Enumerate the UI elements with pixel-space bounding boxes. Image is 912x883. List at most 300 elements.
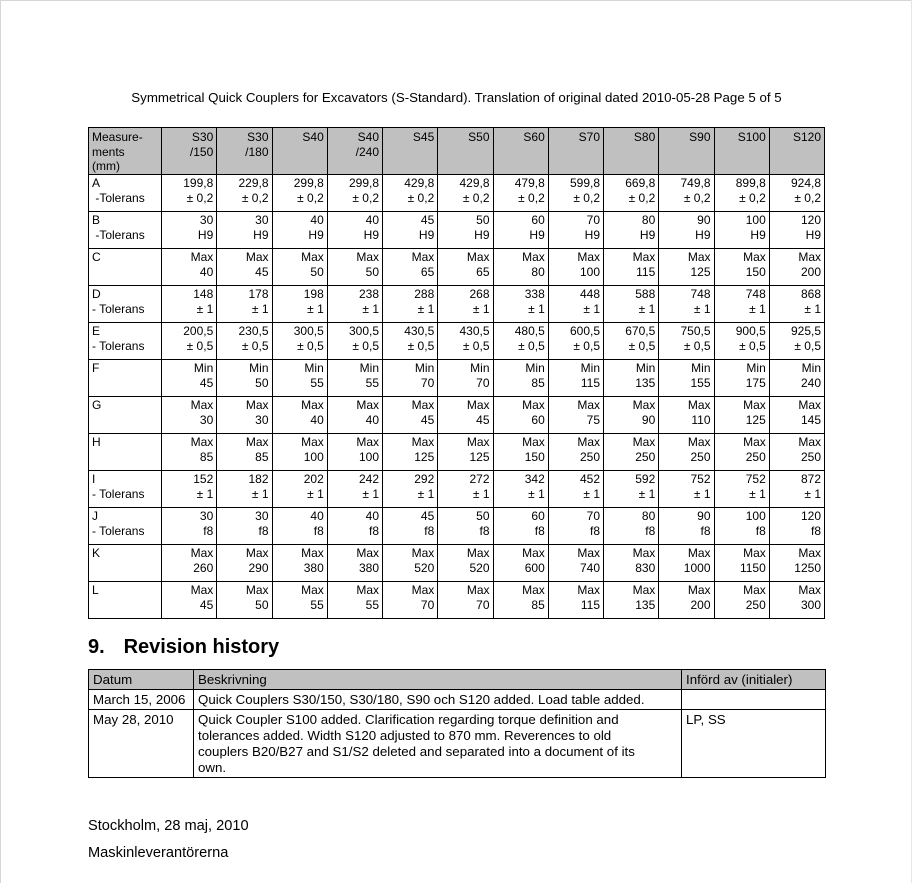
model-name: S40 — [302, 130, 324, 144]
cell-value: 669,8 — [625, 176, 656, 190]
cell-value: Max — [466, 435, 490, 449]
cell-qualifier: 45 — [420, 412, 435, 427]
measurement-cell — [438, 471, 493, 508]
measurement-cell — [162, 397, 217, 434]
measurement-cell — [272, 434, 327, 471]
cell-qualifier: 55 — [365, 375, 379, 390]
cell-value: Max — [190, 250, 214, 264]
cell-qualifier: 30 — [199, 412, 214, 427]
cell-value: 752 — [745, 472, 766, 486]
measurement-cell — [659, 249, 714, 286]
measurement-cell — [272, 286, 327, 323]
cell-qualifier: 175 — [745, 375, 766, 390]
cell-value: 242 — [358, 472, 379, 486]
cell-value: 229,8 — [238, 176, 269, 190]
cell-qualifier: ± 1 — [251, 301, 269, 316]
measurement-cell — [438, 212, 493, 249]
cell-qualifier: f8 — [203, 523, 214, 538]
measurement-table — [88, 127, 825, 619]
cell-value: 588 — [635, 287, 656, 301]
cell-qualifier: 115 — [636, 264, 656, 279]
measurement-cell — [769, 323, 824, 360]
cell-qualifier: ± 0,2 — [794, 190, 821, 205]
cell-qualifier: 40 — [199, 264, 214, 279]
cell-value: 292 — [414, 472, 435, 486]
model-name: S90 — [689, 130, 711, 144]
cell-qualifier: f8 — [258, 523, 269, 538]
measurement-cell — [383, 471, 438, 508]
cell-value: Min — [801, 361, 821, 375]
measurement-cell — [162, 360, 217, 397]
cell-value: 430,5 — [459, 324, 490, 338]
cell-qualifier: ± 1 — [693, 486, 711, 501]
measurement-cell — [383, 545, 438, 582]
measurement-cell — [383, 212, 438, 249]
cell-qualifier: 45 — [476, 412, 490, 427]
measurement-cell — [162, 249, 217, 286]
measurement-cell — [327, 249, 382, 286]
cell-qualifier: ± 0,2 — [241, 190, 269, 205]
cell-value: Max — [245, 435, 269, 449]
cell-qualifier: 70 — [476, 597, 490, 612]
cell-value: Max — [577, 435, 600, 449]
cell-value: Max — [577, 398, 600, 412]
cell-qualifier: 100 — [579, 264, 600, 279]
cell-qualifier: 50 — [255, 375, 269, 390]
cell-value: 599,8 — [569, 176, 600, 190]
cell-value: Max — [632, 546, 656, 560]
measurement-cell — [548, 212, 603, 249]
cell-qualifier: 30 — [255, 412, 269, 427]
cell-value: Max — [632, 398, 656, 412]
cell-value: Max — [798, 435, 821, 449]
cell-qualifier: ± 0,2 — [407, 190, 435, 205]
measurement-cell — [769, 545, 824, 582]
measurement-cell — [714, 360, 769, 397]
corner-header-line: Measure- — [92, 130, 143, 144]
cell-qualifier: 520 — [469, 560, 490, 575]
cell-value: Max — [577, 250, 600, 264]
cell-value: Max — [632, 250, 656, 264]
cell-qualifier: 75 — [586, 412, 600, 427]
measurement-label — [89, 212, 162, 249]
cell-qualifier: 1250 — [794, 560, 821, 575]
cell-qualifier: ± 0,2 — [352, 190, 379, 205]
cell-value: 342 — [524, 472, 545, 486]
measurement-cell — [769, 175, 824, 212]
measurement-cell — [769, 434, 824, 471]
measurement-cell — [493, 323, 548, 360]
cell-value: Max — [356, 546, 379, 560]
measurement-cell — [327, 545, 382, 582]
revision-date: May 28, 2010 — [89, 710, 194, 778]
measurement-cell — [438, 360, 493, 397]
cell-qualifier: 85 — [199, 449, 214, 464]
cell-qualifier: 240 — [800, 375, 821, 390]
measurement-cell — [493, 397, 548, 434]
cell-value: Max — [411, 435, 435, 449]
measurement-letter: G — [92, 398, 102, 412]
cell-value: Max — [743, 546, 766, 560]
measurement-cell — [659, 286, 714, 323]
model-header — [659, 128, 714, 175]
cell-qualifier: ± 1 — [528, 486, 545, 501]
cell-qualifier: 135 — [635, 597, 656, 612]
model-name: S120 — [792, 130, 821, 144]
cell-qualifier: H9 — [363, 227, 379, 242]
cell-qualifier: ± 1 — [417, 301, 435, 316]
measurement-cell — [604, 175, 659, 212]
measurement-cell — [438, 175, 493, 212]
cell-qualifier: ± 0,5 — [352, 338, 379, 353]
corner-header-line: (mm) — [92, 159, 120, 173]
cell-value: 230,5 — [238, 324, 269, 338]
cell-value: 50 — [476, 213, 490, 227]
measurement-cell — [327, 471, 382, 508]
measurement-cell — [383, 249, 438, 286]
page-edge-left — [0, 0, 1, 883]
model-variant: /240 — [355, 144, 379, 159]
cell-qualifier: 45 — [199, 375, 214, 390]
cell-value: 338 — [524, 287, 545, 301]
cell-value: 178 — [248, 287, 269, 301]
measurement-cell — [217, 434, 272, 471]
measurement-cell — [604, 545, 659, 582]
cell-value: 748 — [745, 287, 766, 301]
measurement-cell — [162, 508, 217, 545]
measurement-cell — [162, 323, 217, 360]
cell-value: 200,5 — [183, 324, 214, 338]
cell-qualifier: f8 — [589, 523, 600, 538]
measurement-header-row — [89, 128, 825, 175]
cell-value: 70 — [586, 509, 600, 523]
cell-qualifier: ± 0,5 — [739, 338, 766, 353]
cell-qualifier: ± 1 — [251, 486, 269, 501]
cell-qualifier: 1150 — [739, 560, 766, 575]
closing-place-date: Stockholm, 28 maj, 2010 — [88, 818, 249, 834]
cell-qualifier: H9 — [639, 227, 656, 242]
cell-qualifier: H9 — [253, 227, 269, 242]
cell-qualifier: 55 — [310, 375, 324, 390]
measurement-cell — [327, 323, 382, 360]
cell-value: Max — [190, 583, 214, 597]
measurement-cell — [217, 286, 272, 323]
measurement-cell — [217, 360, 272, 397]
measurement-letter: E — [92, 324, 101, 338]
cell-value: Max — [301, 546, 324, 560]
measurement-cell — [493, 508, 548, 545]
cell-value: 80 — [641, 213, 656, 227]
cell-value: 900,5 — [735, 324, 766, 338]
cell-qualifier: 50 — [255, 597, 269, 612]
revision-header-row — [89, 670, 826, 690]
measurement-cell — [272, 323, 327, 360]
measurement-row — [89, 508, 825, 545]
cell-value: 299,8 — [348, 176, 379, 190]
measurement-cell — [659, 508, 714, 545]
cell-value: 924,8 — [790, 176, 821, 190]
cell-qualifier: H9 — [695, 227, 711, 242]
measurement-cell — [438, 397, 493, 434]
model-header — [714, 128, 769, 175]
cell-value: Min — [249, 361, 269, 375]
measurement-cell — [769, 397, 824, 434]
cell-qualifier: f8 — [755, 523, 766, 538]
measurement-cell — [493, 434, 548, 471]
model-header — [327, 128, 382, 175]
cell-value: 40 — [310, 509, 324, 523]
measurement-cell — [217, 397, 272, 434]
cell-value: 430,5 — [404, 324, 435, 338]
measurement-cell — [162, 212, 217, 249]
measurement-cell — [659, 582, 714, 619]
cell-value: Min — [635, 361, 656, 375]
cell-value: 670,5 — [625, 324, 656, 338]
cell-qualifier: f8 — [479, 523, 490, 538]
measurement-cell — [493, 582, 548, 619]
cell-value: 925,5 — [790, 324, 821, 338]
measurement-cell — [604, 434, 659, 471]
measurement-label — [89, 397, 162, 434]
model-variant: /180 — [245, 144, 269, 159]
cell-value: Min — [525, 361, 545, 375]
cell-qualifier: ± 1 — [307, 301, 324, 316]
section-title: Revision history — [123, 636, 280, 658]
measurement-tolerance-label: - Tolerans — [92, 523, 145, 538]
cell-value: 30 — [199, 509, 214, 523]
cell-value: Max — [577, 546, 600, 560]
measurement-cell — [438, 508, 493, 545]
measurement-cell — [272, 471, 327, 508]
model-name: S80 — [633, 130, 656, 144]
measurement-cell — [327, 397, 382, 434]
cell-value: Max — [356, 250, 379, 264]
cell-value: Max — [411, 583, 435, 597]
measurement-letter: I — [92, 472, 96, 486]
cell-value: Min — [746, 361, 766, 375]
measurement-cell — [217, 212, 272, 249]
cell-value: Max — [190, 398, 214, 412]
cell-value: Max — [743, 435, 766, 449]
measurement-cell — [548, 434, 603, 471]
cell-qualifier: 250 — [579, 449, 600, 464]
cell-value: Max — [466, 583, 490, 597]
measurement-cell — [327, 434, 382, 471]
cell-value: 272 — [469, 472, 490, 486]
cell-qualifier: ± 0,5 — [241, 338, 269, 353]
measurement-cell — [272, 360, 327, 397]
cell-qualifier: ± 1 — [804, 301, 821, 316]
cell-qualifier: ± 1 — [196, 486, 214, 501]
cell-value: 300,5 — [293, 324, 324, 338]
cell-qualifier: ± 1 — [362, 486, 379, 501]
cell-qualifier: 115 — [580, 375, 600, 390]
cell-qualifier: H9 — [529, 227, 545, 242]
measurement-cell — [548, 545, 603, 582]
measurement-cell — [659, 545, 714, 582]
cell-value: 300,5 — [348, 324, 379, 338]
measurement-cell — [217, 471, 272, 508]
cell-qualifier: H9 — [584, 227, 600, 242]
measurement-cell — [327, 582, 382, 619]
measurement-cell — [548, 323, 603, 360]
cell-value: 198 — [303, 287, 324, 301]
section-number: 9. — [88, 636, 105, 658]
model-name: S30 — [247, 130, 269, 144]
cell-value: Max — [466, 250, 490, 264]
cell-qualifier: 125 — [414, 449, 435, 464]
measurement-label — [89, 175, 162, 212]
cell-qualifier: H9 — [805, 227, 821, 242]
measurement-tolerance-label: -Tolerans — [92, 190, 145, 205]
measurement-cell — [217, 175, 272, 212]
measurement-cell — [162, 471, 217, 508]
measurement-cell — [162, 545, 217, 582]
cell-qualifier: ± 0,2 — [628, 190, 656, 205]
cell-value: 868 — [800, 287, 821, 301]
cell-value: Max — [411, 250, 435, 264]
measurement-cell — [493, 286, 548, 323]
measurement-cell — [383, 434, 438, 471]
measurement-cell — [659, 434, 714, 471]
cell-value: Min — [580, 361, 600, 375]
cell-qualifier: 250 — [635, 449, 656, 464]
cell-value: 479,8 — [514, 176, 545, 190]
measurement-cell — [272, 582, 327, 619]
cell-value: Max — [687, 546, 711, 560]
measurement-cell — [604, 249, 659, 286]
cell-qualifier: ± 0,5 — [794, 338, 821, 353]
measurement-cell — [659, 360, 714, 397]
cell-value: 452 — [579, 472, 600, 486]
cell-value: Min — [691, 361, 711, 375]
measurement-row — [89, 545, 825, 582]
cell-value: 182 — [248, 472, 269, 486]
measurement-cell — [327, 508, 382, 545]
model-name: S60 — [523, 130, 545, 144]
measurement-cell — [383, 582, 438, 619]
cell-qualifier: ± 1 — [417, 486, 435, 501]
measurement-row — [89, 323, 825, 360]
cell-value: Min — [193, 361, 214, 375]
cell-qualifier: H9 — [750, 227, 766, 242]
cell-qualifier: 70 — [476, 375, 490, 390]
cell-value: 100 — [745, 213, 766, 227]
cell-qualifier: ± 0,2 — [186, 190, 214, 205]
measurement-cell — [383, 397, 438, 434]
cell-qualifier: ± 0,2 — [739, 190, 766, 205]
cell-qualifier: 300 — [800, 597, 821, 612]
cell-value: Max — [356, 435, 379, 449]
model-header — [217, 128, 272, 175]
measurement-cell — [604, 397, 659, 434]
measurement-cell — [217, 323, 272, 360]
cell-value: 152 — [193, 472, 214, 486]
revision-description: Quick Coupler S100 added. Clarification regarding torque definition and tolerances added. Width S120 adjusted to 870 mm. Reverences to old couplers B20/B27 and S1/S2 deleted and separated into a document of its own. — [194, 710, 682, 778]
cell-value: 30 — [199, 213, 214, 227]
measurement-label — [89, 286, 162, 323]
cell-qualifier: f8 — [368, 523, 379, 538]
measurement-letter: L — [92, 583, 99, 597]
measurement-cell — [272, 508, 327, 545]
cell-value: 872 — [800, 472, 821, 486]
measurement-cell — [548, 582, 603, 619]
measurement-row — [89, 471, 825, 508]
cell-value: 448 — [579, 287, 600, 301]
cell-qualifier: 125 — [745, 412, 766, 427]
measurement-cell — [493, 175, 548, 212]
measurement-cell — [548, 360, 603, 397]
cell-value: 70 — [586, 213, 600, 227]
measurement-cell — [493, 545, 548, 582]
cell-qualifier: 150 — [745, 264, 766, 279]
cell-qualifier: 155 — [690, 375, 711, 390]
measurement-tolerance-label: - Tolerans — [92, 301, 145, 316]
measurement-letter: C — [92, 250, 101, 264]
model-name: S40 — [357, 130, 379, 144]
cell-value: Max — [356, 398, 379, 412]
cell-qualifier: 200 — [690, 597, 711, 612]
cell-value: Max — [798, 583, 821, 597]
cell-value: 299,8 — [293, 176, 324, 190]
model-header — [548, 128, 603, 175]
measurement-cell — [714, 508, 769, 545]
cell-value: 592 — [635, 472, 656, 486]
measurement-cell — [714, 434, 769, 471]
model-variant: /150 — [189, 144, 214, 159]
cell-qualifier: 250 — [745, 597, 766, 612]
measurement-row — [89, 212, 825, 249]
measurement-label — [89, 471, 162, 508]
measurement-tolerance-label: -Tolerans — [92, 227, 145, 242]
measurement-cell — [383, 360, 438, 397]
cell-qualifier: 250 — [745, 449, 766, 464]
cell-value: Max — [301, 250, 324, 264]
section-heading — [88, 636, 279, 659]
cell-qualifier: 110 — [691, 412, 711, 427]
cell-qualifier: 135 — [635, 375, 656, 390]
cell-qualifier: 85 — [531, 597, 545, 612]
revision-header-initials: Införd av (initialer) — [682, 670, 826, 690]
corner-header-line: ments — [92, 144, 125, 159]
cell-qualifier: ± 1 — [472, 486, 490, 501]
cell-value: Min — [414, 361, 435, 375]
cell-value: 60 — [531, 509, 545, 523]
measurement-cell — [548, 286, 603, 323]
measurement-cell — [548, 175, 603, 212]
measurement-cell — [659, 471, 714, 508]
measurement-cell — [272, 397, 327, 434]
model-name: S30 — [191, 130, 214, 144]
measurement-cell — [769, 212, 824, 249]
cell-qualifier: 115 — [580, 597, 600, 612]
measurement-cell — [604, 212, 659, 249]
model-header — [438, 128, 493, 175]
cell-qualifier: ± 0,5 — [683, 338, 711, 353]
cell-qualifier: ± 0,5 — [573, 338, 600, 353]
measurement-cell — [217, 508, 272, 545]
cell-qualifier: 600 — [524, 560, 545, 575]
cell-value: Max — [411, 398, 435, 412]
measurement-tolerance-label: - Tolerans — [92, 486, 145, 501]
measurement-tolerance-label: - Tolerans — [92, 338, 145, 353]
measurement-label — [89, 434, 162, 471]
cell-value: Max — [301, 398, 324, 412]
cell-value: Max — [522, 398, 545, 412]
cell-qualifier: 55 — [365, 597, 379, 612]
cell-value: Max — [798, 546, 821, 560]
cell-qualifier: 40 — [310, 412, 324, 427]
